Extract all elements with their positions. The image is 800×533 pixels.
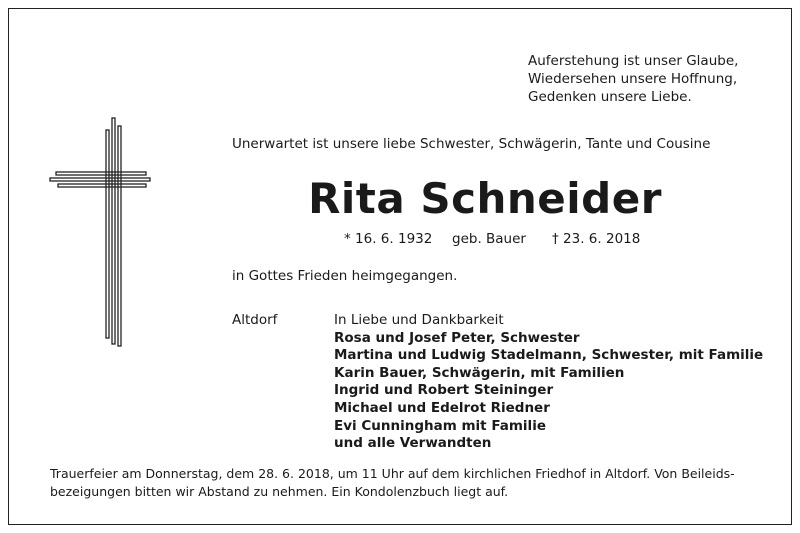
birth-date: * 16. 6. 1932 — [344, 231, 433, 247]
life-dates — [0, 231, 800, 251]
mourner-name: Michael und Edelrot Riedner — [334, 399, 550, 416]
place-name: Altdorf — [232, 312, 278, 328]
deceased-name: Rita Schneider — [308, 174, 662, 223]
mourner-name: und alle Verwandten — [334, 435, 492, 452]
mourners-list — [334, 312, 763, 453]
passed-away-text: in Gottes Frieden heimgegangen. — [232, 268, 458, 284]
quote-block — [528, 52, 738, 106]
mourner-name: Martina und Ludwig Stadelmann, Schwester, mit Familie — [334, 347, 764, 364]
funeral-details — [50, 465, 735, 501]
quote-line-3: Gedenken unsere Liebe. — [528, 89, 692, 105]
quote-line-2: Wiedersehen unsere Hoffnung, — [528, 71, 738, 87]
funeral-details-line-2: bezeigungen bitten wir Abstand zu nehmen. Ein Kondolenzbuch liegt auf. — [50, 484, 509, 499]
mourner-name: Karin Bauer, Schwägerin, mit Familien — [334, 364, 625, 381]
mourner-name: Ingrid und Robert Steininger — [334, 382, 554, 399]
mourner-name: Rosa und Josef Peter, Schwester — [334, 329, 580, 346]
quote-line-1: Auferstehung ist unser Glaube, — [528, 53, 739, 69]
death-date: † 23. 6. 2018 — [552, 231, 641, 247]
intro-text: Unerwartet ist unsere liebe Schwester, Schwägerin, Tante und Cousine — [232, 136, 711, 152]
mourners-heading: In Liebe und Dankbarkeit — [334, 312, 504, 328]
maiden-name: geb. Bauer — [452, 231, 526, 247]
mourner-name: Evi Cunningham mit Familie — [334, 417, 546, 434]
funeral-details-line-1: Trauerfeier am Donnerstag, dem 28. 6. 2018, um 11 Uhr auf dem kirchlichen Friedhof in Altdorf. Von Beileids- — [50, 466, 735, 481]
